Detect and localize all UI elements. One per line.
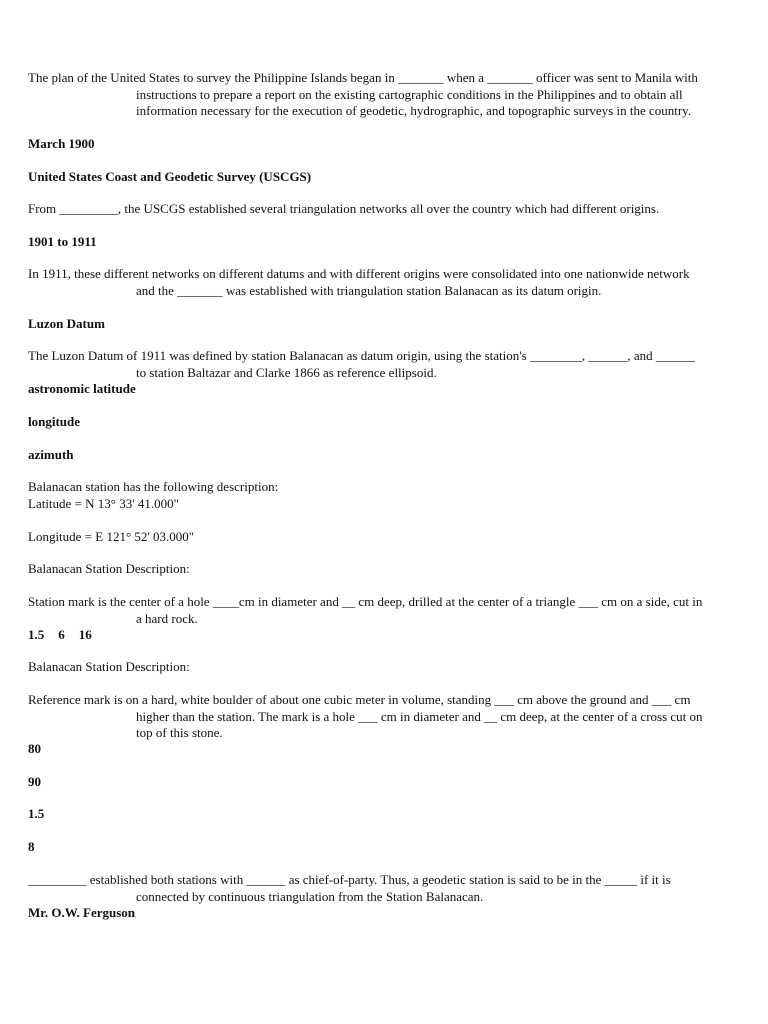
question-text: Reference mark is on a hard, white boulder of about one cubic meter in volume, standing ___ cm above the ground and ___ cm higher than the station. The mark is a hole ___ cm in diameter and __ cm deep, at the center of a cross cut on top of this stone. bbox=[28, 692, 703, 740]
section-heading: Balanacan Station Description: bbox=[28, 561, 190, 576]
question-text: _________ established both stations with ______ as chief-of-party. Thus, a geodetic station is said to be in the _____ if it is connected by continuous triangulation from the Station Balanacan. bbox=[28, 872, 671, 904]
answer-text: 8 bbox=[28, 839, 35, 854]
answer-text: astronomic latitude bbox=[28, 381, 136, 396]
description-line: Latitude = N 13° 33' 41.000" bbox=[28, 496, 179, 511]
question-text: From _________, the USCGS established several triangulation networks all over the country which had different origins. bbox=[28, 201, 660, 216]
answer-text: March 1900 bbox=[28, 136, 95, 151]
answer-text: 1.5 bbox=[28, 806, 45, 821]
question-text: The plan of the United States to survey the Philippine Islands began in _______ when a _______ officer was sent to Manila with instructions to prepare a report on the existing cartographic conditions in the Philippines and to obtain all information necessary for the execution of geodetic, hydrographic, and topographic surveys in the country. bbox=[28, 70, 698, 118]
answer-text: 6 bbox=[58, 627, 65, 642]
answer-text: 90 bbox=[28, 774, 41, 789]
answer-text: 16 bbox=[78, 627, 92, 642]
answer-text: Mr. O.W. Ferguson bbox=[28, 905, 136, 920]
answer-text: 1.5 bbox=[28, 627, 45, 642]
answer-text: 80 bbox=[28, 741, 41, 756]
description-line: Balanacan station has the following description: bbox=[28, 479, 279, 494]
answer-text: United States Coast and Geodetic Survey (USCGS) bbox=[28, 169, 312, 184]
question-text: Station mark is the center of a hole ____cm in diameter and __ cm deep, drilled at the center of a triangle ___ cm on a side, cut in a hard rock. bbox=[28, 594, 703, 626]
answer-text: azimuth bbox=[28, 447, 74, 462]
answer-text: longitude bbox=[28, 414, 81, 429]
section-heading: Balanacan Station Description: bbox=[28, 659, 190, 674]
description-line: Longitude = E 121° 52' 03.000" bbox=[28, 529, 195, 544]
answer-text: Luzon Datum bbox=[28, 316, 105, 331]
question-text: In 1911, these different networks on different datums and with different origins were consolidated into one nationwide network and the _______ was established with triangulation station Balanacan as its datum origin. bbox=[28, 266, 690, 298]
answer-row bbox=[28, 627, 92, 643]
answer-text: 1901 to 1911 bbox=[28, 234, 97, 249]
question-text: The Luzon Datum of 1911 was defined by station Balanacan as datum origin, using the station's ________, ______, and ______ to station Baltazar and Clarke 1866 as reference ellipsoid. bbox=[28, 348, 695, 380]
